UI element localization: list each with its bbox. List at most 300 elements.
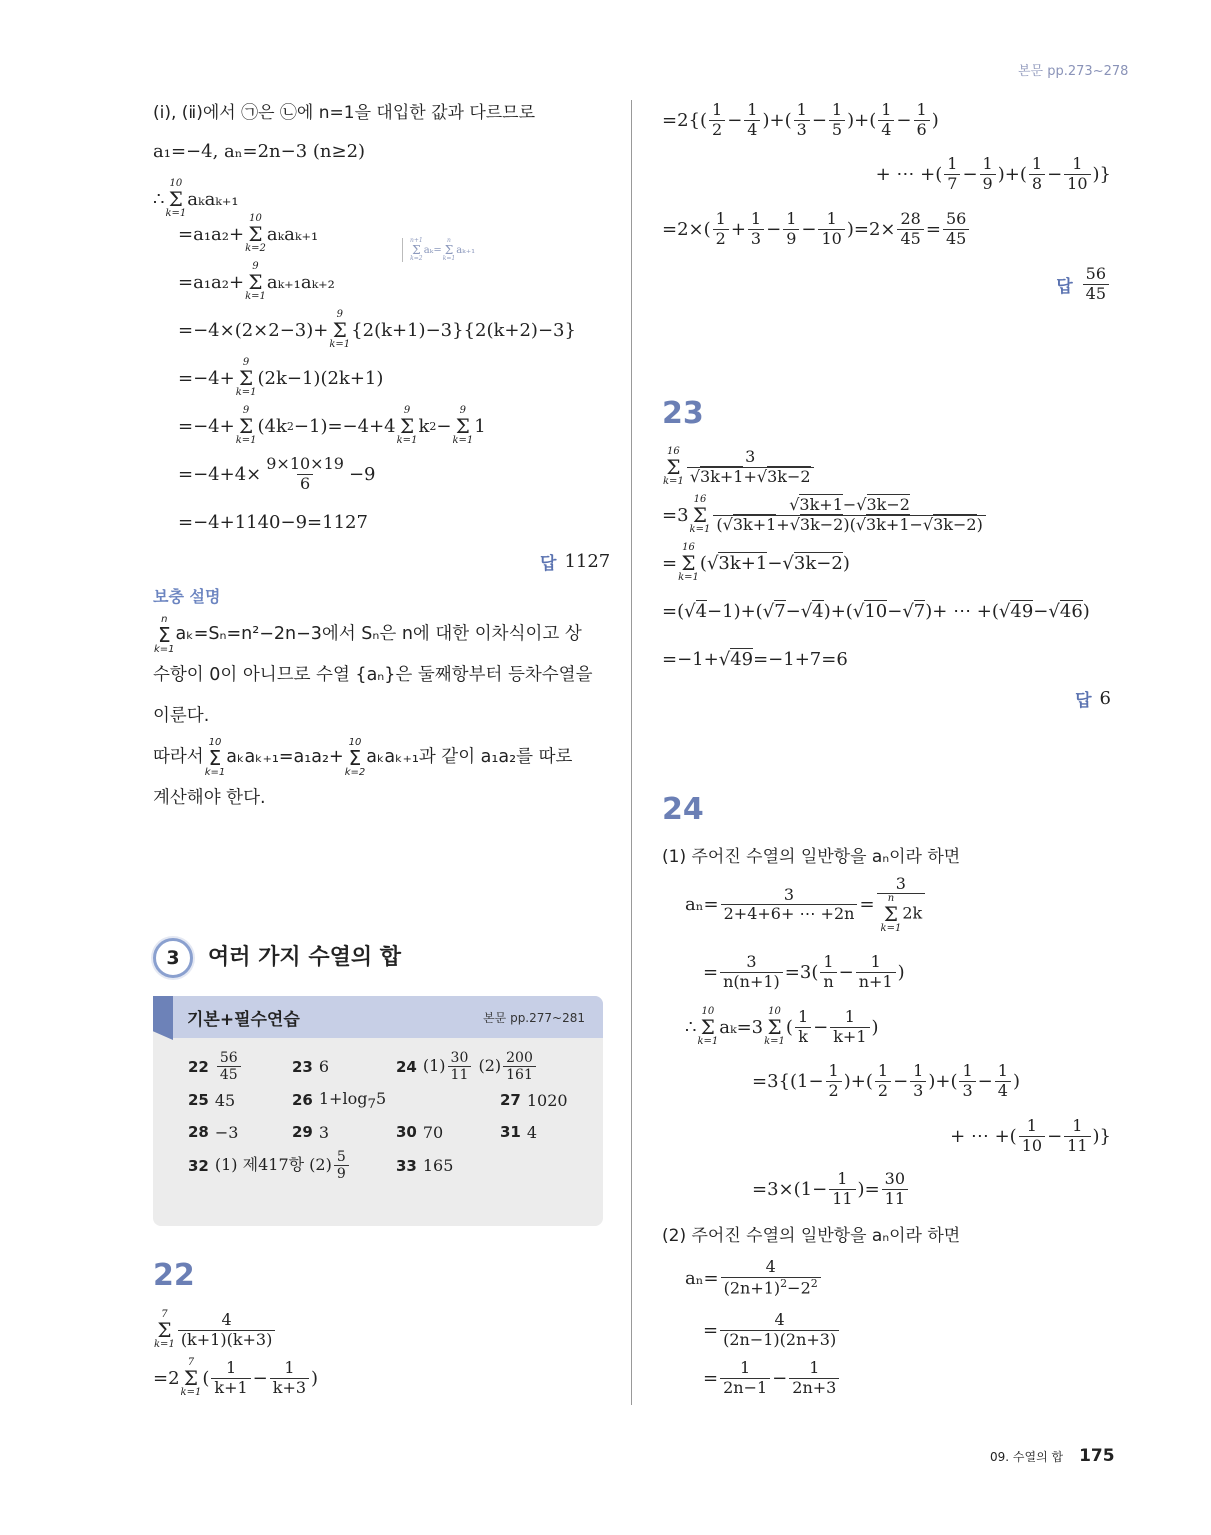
- answer-item-number: 23: [292, 1057, 313, 1076]
- fraction-denominator: [211, 1378, 250, 1397]
- summation-upper-limit: 10: [208, 736, 222, 748]
- solution-24-part1-step6: [752, 1165, 910, 1213]
- radical-sign: √: [762, 600, 775, 622]
- fraction-denominator: [882, 1189, 908, 1208]
- math-text: −3: [214, 1122, 239, 1142]
- answer-label: 답: [1075, 691, 1092, 711]
- math-text: 3: [962, 1080, 973, 1100]
- math-text: )+ ⋯ +(: [925, 600, 999, 622]
- fraction: [980, 155, 996, 193]
- square-root: [757, 466, 811, 486]
- fraction-denominator: [1083, 284, 1109, 303]
- fraction-numerator: [263, 455, 347, 473]
- fraction-denominator: [503, 1066, 536, 1083]
- math-text: k: [798, 1026, 808, 1046]
- math-text: 11: [450, 1067, 469, 1084]
- summation-upper-limit: 9: [242, 405, 250, 416]
- fraction-numerator: [943, 210, 969, 228]
- math-text: 2n−1: [723, 1377, 768, 1397]
- math-text: )}: [1092, 1125, 1111, 1147]
- math-text: aₖ=: [423, 244, 442, 256]
- solution-24-part1-step5: [950, 1112, 1111, 1160]
- square-root: [790, 514, 844, 534]
- math-text: aₖ₊₁: [456, 244, 476, 256]
- fraction: [1064, 1117, 1090, 1155]
- math-text: 1: [797, 1007, 809, 1027]
- math-text: 1: [870, 952, 881, 972]
- answer-item-value: [527, 1091, 568, 1110]
- fraction: [959, 1062, 975, 1100]
- math-text: −: [838, 961, 854, 983]
- math-text: (: [716, 514, 723, 534]
- fraction-numerator: [223, 1359, 239, 1377]
- fraction: [789, 1359, 839, 1397]
- summation-upper-limit: n: [887, 893, 895, 905]
- math-text: 1: [982, 154, 993, 174]
- fraction-numerator: [737, 1359, 753, 1377]
- sigma-symbol: Σ: [183, 1366, 199, 1390]
- fraction: [826, 1062, 842, 1100]
- math-text: 이룬다.: [153, 705, 210, 726]
- fraction: [878, 101, 894, 139]
- fraction: [687, 448, 814, 486]
- fraction-numerator: [448, 1050, 472, 1066]
- answer-item: [396, 1050, 588, 1083]
- subscript: 7: [367, 1096, 376, 1112]
- solution-22-continued-1: [662, 96, 939, 144]
- math-text: 45: [900, 228, 921, 248]
- math-line: [703, 1354, 841, 1402]
- answer-item-value: [319, 1057, 329, 1076]
- square-root: [856, 494, 910, 514]
- sigma-symbol: Σ: [157, 622, 171, 647]
- math-text: 1: [474, 415, 486, 437]
- summation-lower-limit: k=1: [329, 339, 351, 350]
- square-root: [902, 601, 925, 622]
- fraction-numerator: [980, 155, 996, 173]
- math-text: −: [436, 415, 452, 437]
- sigma-symbol: Σ: [681, 551, 696, 575]
- square-root: [684, 601, 707, 622]
- fraction-denominator: [944, 174, 960, 193]
- summation-upper-limit: 7: [161, 1309, 168, 1320]
- section-number: 3: [153, 938, 193, 978]
- math-text: =: [925, 218, 941, 240]
- fraction: [1029, 155, 1045, 193]
- math-line: [685, 875, 927, 934]
- fraction-numerator: [893, 875, 909, 893]
- fraction: [830, 1008, 869, 1046]
- solution-22-start: [153, 1306, 318, 1402]
- summation: [690, 495, 711, 535]
- math-line: [662, 635, 1090, 683]
- answer-item-value: [319, 1089, 386, 1112]
- answer-item-value: [215, 1091, 235, 1110]
- math-text: 165: [422, 1156, 454, 1176]
- fraction-numerator: [795, 1008, 811, 1026]
- answer-item: [292, 1085, 500, 1115]
- summation: [452, 406, 473, 446]
- radicand: 4: [695, 600, 708, 622]
- fraction: [721, 1258, 821, 1297]
- math-line: [662, 205, 971, 253]
- math-text: 1: [750, 209, 762, 229]
- fraction-denominator: [826, 1081, 842, 1100]
- radicand: 10: [864, 600, 888, 622]
- math-text: )+(: [847, 109, 877, 131]
- radical-sign: √: [902, 600, 914, 622]
- fraction: [720, 1359, 770, 1397]
- radicand: 3k+1: [866, 514, 910, 534]
- math-text: 45: [1085, 283, 1106, 303]
- answer-item: [500, 1117, 588, 1147]
- fraction: [448, 1050, 472, 1083]
- fraction-numerator: [794, 101, 810, 119]
- solution-24-part1-intro: [662, 837, 960, 871]
- fraction-denominator: [910, 1081, 926, 1100]
- math-text: =3×(1−: [752, 1178, 828, 1200]
- summation-lower-limit: k=1: [235, 435, 257, 446]
- math-text: −: [1033, 600, 1049, 622]
- radicand: 7: [774, 600, 786, 622]
- fraction-numerator: [281, 1359, 297, 1377]
- math-text: 1: [809, 1358, 820, 1378]
- summation: [154, 615, 175, 655]
- summation: [697, 1007, 718, 1047]
- fraction-denominator: [980, 174, 996, 193]
- radicand: 49: [730, 648, 754, 670]
- solution-24-part1-step4: [752, 1057, 1020, 1105]
- fraction-numerator: [783, 210, 799, 228]
- superscript: 2: [780, 1276, 788, 1290]
- fraction-denominator: [995, 1081, 1011, 1100]
- math-text: −: [1047, 1125, 1063, 1147]
- fraction: [748, 210, 764, 248]
- square-root: [690, 466, 744, 486]
- question-22-number: 22: [153, 1258, 195, 1293]
- radicand: 3k+1: [799, 495, 843, 515]
- fraction: [875, 1062, 891, 1100]
- math-text: −: [811, 109, 827, 131]
- fraction-denominator: [818, 229, 844, 248]
- solution-21-steps: [178, 210, 576, 546]
- math-text: =−4×(2×2−3)+: [178, 319, 329, 341]
- math-text: =−4+: [178, 367, 235, 389]
- fraction-numerator: [910, 1062, 926, 1080]
- radicand: 3k−2: [793, 552, 843, 574]
- math-text: 10: [821, 228, 842, 248]
- summation: [345, 738, 366, 778]
- summation-upper-limit: 10: [701, 1006, 715, 1017]
- answer-item-value: [423, 1050, 538, 1083]
- radical-sign: √: [789, 495, 800, 515]
- summation: [410, 238, 423, 262]
- math-text: aₖaₖ₊₁: [266, 223, 319, 245]
- summation: [236, 358, 257, 398]
- math-text: 200: [506, 1050, 533, 1066]
- math-text: −: [887, 600, 903, 622]
- radical-sign: √: [855, 514, 867, 534]
- answer-item-number: 26: [292, 1091, 313, 1110]
- math-text: 1: [826, 209, 837, 229]
- math-text: ∴: [685, 1016, 697, 1038]
- math-line: [1081, 260, 1111, 308]
- fraction: [995, 1062, 1011, 1100]
- math-text: 3: [796, 119, 807, 139]
- math-text: −2: [787, 1278, 811, 1298]
- section-title: 여러 가지 수열의 합: [208, 945, 401, 970]
- fraction: [211, 1359, 250, 1397]
- radicand: 46: [1059, 600, 1083, 622]
- fraction-denominator: [709, 120, 725, 139]
- solution-24-part1-step3: [685, 1003, 879, 1051]
- fraction-numerator: [820, 953, 836, 971]
- fraction-denominator: [744, 120, 760, 139]
- math-text: )+(: [843, 1070, 873, 1092]
- math-line: [153, 655, 615, 696]
- summation-lower-limit: k=1: [678, 572, 699, 583]
- summation-upper-limit: 9: [403, 405, 411, 416]
- fraction-numerator: [744, 101, 760, 119]
- math-line: [662, 587, 1090, 635]
- math-text: 수항이 0이 아니므로 수열 {aₙ}은 둘째항부터 등차수열을: [153, 664, 593, 685]
- summation-upper-limit: 7: [187, 1357, 195, 1368]
- math-text: 4: [881, 119, 892, 139]
- fraction-denominator: [914, 120, 930, 139]
- sigma-symbol: Σ: [248, 222, 263, 246]
- radicand: 3k−2: [933, 514, 977, 534]
- box-tab-decoration: [153, 996, 173, 1040]
- math-line: [153, 1306, 318, 1354]
- math-text: 3: [745, 447, 756, 467]
- fraction-numerator: [806, 1359, 822, 1377]
- math-text: −: [842, 495, 857, 515]
- fraction-numerator: [882, 1170, 908, 1188]
- answer-item-number: 29: [292, 1123, 313, 1142]
- math-text: (2n+1): [723, 1278, 781, 1298]
- fraction: [794, 101, 810, 139]
- summation-lower-limit: k=1: [697, 1036, 719, 1047]
- math-text: =: [703, 961, 719, 983]
- fraction: [270, 1359, 309, 1397]
- math-text: −: [896, 109, 912, 131]
- math-text: k: [418, 415, 430, 437]
- math-text: aₖaₖ₊₁과 같이 a₁a₂를 따로: [366, 746, 573, 767]
- math-text: 4: [774, 1310, 785, 1330]
- answer-value: 6: [1099, 688, 1111, 709]
- math-text: 7: [947, 173, 958, 193]
- sigma-symbol: Σ: [767, 1015, 782, 1039]
- solution-22-answer: [1056, 260, 1111, 308]
- summation-upper-limit: 9: [252, 261, 259, 272]
- math-line: [662, 96, 939, 144]
- summation-upper-limit: 10: [169, 178, 183, 189]
- column-divider: [631, 100, 632, 1405]
- math-text: (k+1)(k+3): [180, 1329, 273, 1349]
- math-text: )(: [843, 514, 856, 534]
- summation-upper-limit: 16: [667, 446, 680, 457]
- superscript: 2: [429, 419, 437, 433]
- sigma-symbol: Σ: [700, 1015, 715, 1039]
- answer-item-number: 22: [188, 1057, 209, 1076]
- math-text: −: [801, 218, 817, 240]
- fraction-numerator: [1024, 1117, 1040, 1135]
- answer-item-number: 27: [500, 1091, 521, 1110]
- math-text: =−4+: [178, 415, 235, 437]
- math-text: +: [730, 218, 746, 240]
- math-text: 1: [786, 209, 797, 229]
- math-text: 9: [982, 173, 993, 193]
- math-text: 6: [318, 1057, 330, 1077]
- math-text: 1: [997, 1061, 1008, 1081]
- math-text: 9: [786, 228, 797, 248]
- fraction: [1083, 265, 1109, 303]
- math-text: 1: [823, 952, 834, 972]
- fraction-numerator: [995, 1062, 1011, 1080]
- solution-24-part2-step1: [685, 1254, 823, 1302]
- math-text: 9: [336, 1166, 346, 1183]
- math-text: −1)=−4+4: [293, 415, 396, 437]
- math-text: (ⅰ), (ⅱ)에서 ㉠은 ㉡에 n=1을 대입한 값과 다르므로: [153, 102, 536, 123]
- summation-upper-limit: 16: [682, 542, 695, 553]
- fraction-denominator: [783, 229, 799, 248]
- fraction: [829, 1170, 855, 1208]
- math-text: 9×10×19: [266, 454, 344, 474]
- math-text: 56: [219, 1050, 238, 1066]
- fraction: [713, 496, 985, 534]
- math-text: 56: [1085, 264, 1106, 284]
- fraction-numerator: [748, 210, 764, 228]
- math-text: )+(: [997, 163, 1027, 185]
- math-text: ): [897, 961, 905, 983]
- fraction-numerator: [1069, 1117, 1085, 1135]
- math-line: [662, 443, 1090, 491]
- math-text: 4: [765, 1257, 776, 1277]
- fraction-denominator: [748, 229, 764, 248]
- math-line: [178, 255, 576, 306]
- summation: [397, 406, 418, 446]
- summation-lower-limit: k=1: [154, 643, 175, 655]
- answer-item: [188, 1117, 292, 1147]
- math-text: 3: [913, 1080, 924, 1100]
- math-text: aₙ=: [685, 1267, 719, 1289]
- answer-item-number: 28: [188, 1123, 209, 1142]
- summation-lower-limit: k=1: [245, 291, 266, 302]
- summation: [329, 310, 350, 350]
- math-text: (4k: [257, 415, 287, 437]
- math-text: =2×(: [662, 218, 711, 240]
- answer-item-number: 33: [396, 1156, 417, 1175]
- math-text: ): [842, 552, 850, 574]
- solution-24-part1-step1: [685, 875, 927, 934]
- solution-22-continued-2: [876, 150, 1111, 198]
- answer-item-number: 25: [188, 1091, 209, 1110]
- sigma-symbol: Σ: [444, 243, 454, 257]
- math-text: +: [776, 514, 790, 534]
- math-text: )=: [857, 1178, 880, 1200]
- math-text: 2n+3: [792, 1377, 837, 1397]
- radical-sign: √: [718, 648, 731, 670]
- fraction-numerator: [1069, 155, 1085, 173]
- supplement-title: 보충 설명: [153, 587, 221, 606]
- math-text: (2): [473, 1056, 502, 1076]
- math-text: 1: [947, 154, 958, 174]
- math-text: 2+4+6+ ⋯ +2n: [723, 904, 855, 924]
- math-text: aₖ=3: [719, 1016, 764, 1038]
- summation-upper-limit: 9: [242, 357, 250, 368]
- math-text: 30: [884, 1169, 906, 1189]
- fraction-numerator: [334, 1149, 349, 1165]
- summation-lower-limit: k=2: [410, 255, 423, 262]
- math-text: 2: [828, 1080, 839, 1100]
- header-page-reference: 본문 pp.273~278: [1018, 64, 1129, 79]
- summation-upper-limit: 10: [348, 736, 362, 748]
- math-text: 3: [318, 1122, 330, 1142]
- math-text: ): [871, 1016, 879, 1038]
- math-line: [153, 1354, 318, 1402]
- math-text: 6: [916, 119, 927, 139]
- answer-item-number: 30: [396, 1123, 417, 1142]
- math-line: [178, 306, 576, 354]
- fraction-denominator: [448, 1066, 472, 1083]
- footer-chapter: 09. 수열의 합: [990, 1450, 1064, 1464]
- math-line: [153, 737, 615, 778]
- summation: [764, 1007, 785, 1047]
- summation-upper-limit: 10: [249, 213, 262, 224]
- fraction: [882, 1170, 908, 1208]
- fraction-denominator: [720, 1330, 839, 1349]
- radical-sign: √: [782, 552, 794, 574]
- math-text: 3: [750, 228, 762, 248]
- math-text: =: [662, 552, 678, 574]
- fraction: [795, 1008, 811, 1046]
- fraction-denominator: [1064, 174, 1090, 193]
- question-23-number: 23: [662, 396, 704, 431]
- math-text: 1+log: [318, 1088, 368, 1108]
- fraction-denominator: [829, 120, 845, 139]
- fraction-numerator: [834, 1170, 850, 1188]
- fraction-denominator: [1029, 174, 1045, 193]
- math-text: 4: [997, 1080, 1008, 1100]
- radicand: 3k+1: [718, 552, 768, 574]
- solution-21-intro: [153, 93, 535, 223]
- math-text: =−4+1140−9=1127: [178, 511, 368, 533]
- summation-lower-limit: k=1: [689, 524, 711, 535]
- summation-upper-limit: 9: [336, 309, 343, 320]
- fraction-denominator: [270, 1378, 309, 1397]
- solution-24-part2-intro: [662, 1216, 960, 1250]
- math-line: [178, 402, 576, 450]
- answer-item: [396, 1151, 500, 1181]
- fraction-numerator: [897, 210, 923, 228]
- math-text: −: [909, 514, 923, 534]
- summation-lower-limit: k=1: [442, 255, 456, 262]
- math-text: 1: [715, 209, 726, 229]
- math-text: ): [931, 109, 939, 131]
- fraction-numerator: [218, 1311, 234, 1329]
- square-root: [999, 601, 1033, 622]
- math-line: [662, 491, 1090, 539]
- fraction-numerator: [713, 210, 729, 228]
- summation: [154, 1310, 175, 1350]
- answer-item: [396, 1117, 500, 1147]
- fraction: [914, 101, 930, 139]
- fraction-denominator: [943, 229, 969, 248]
- math-line: [178, 210, 576, 258]
- summation: [205, 738, 226, 778]
- fraction-denominator: [829, 1189, 855, 1208]
- math-line: [153, 127, 535, 175]
